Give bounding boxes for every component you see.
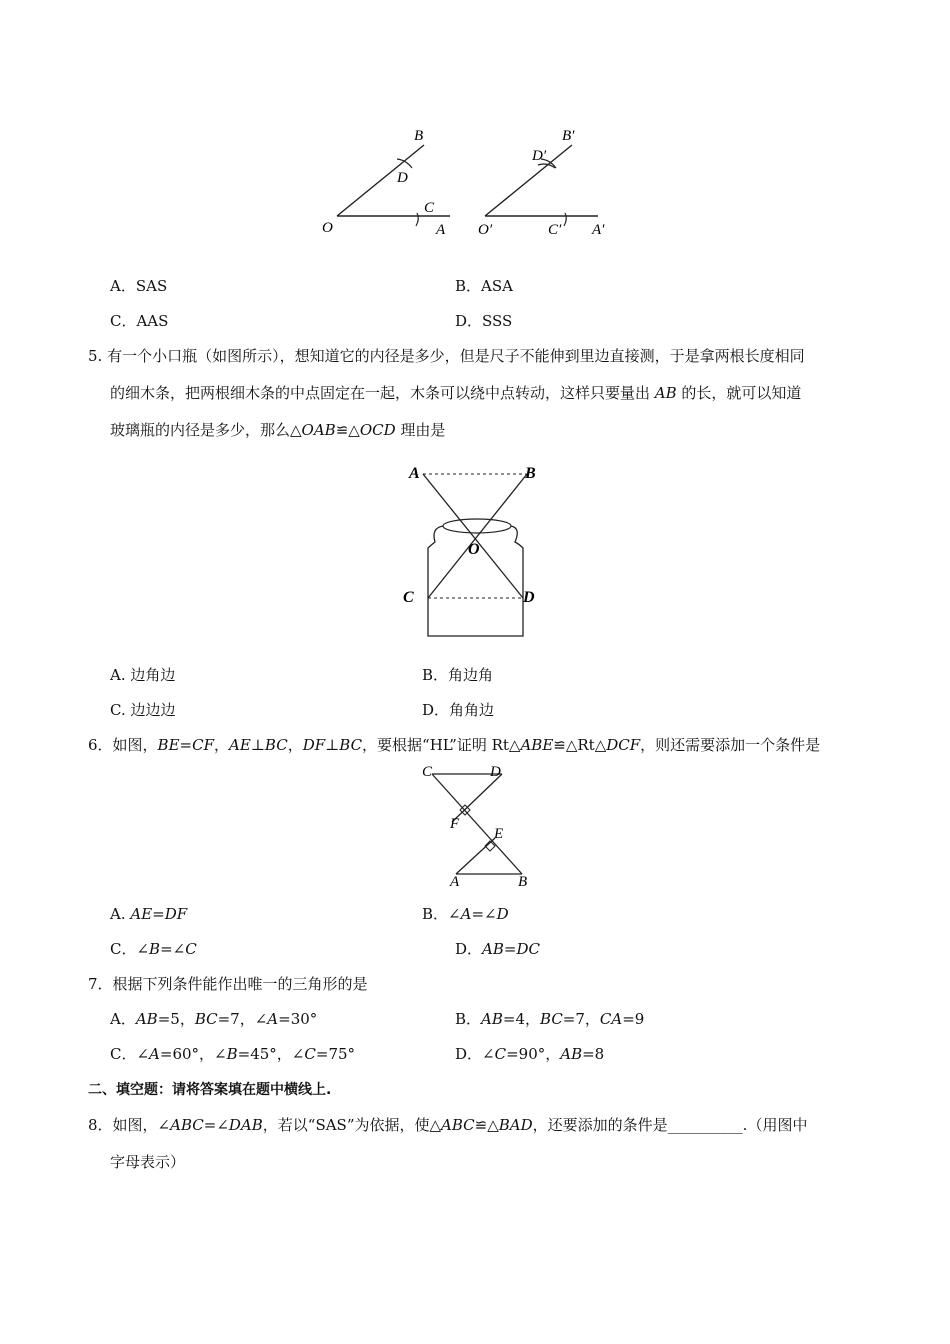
q6-text: ≌△Rt△: [553, 736, 607, 754]
triangles-figure: [422, 762, 540, 890]
q8-var: BAD: [498, 1116, 533, 1134]
q6-option-c: [110, 939, 197, 959]
q8-text: ，还要添加的条件是__________.（用图中: [532, 1116, 808, 1134]
q4-option-b: B．ASA: [455, 277, 513, 295]
label-B: B: [414, 128, 424, 144]
q5-option-c: C. 边边边: [110, 701, 176, 719]
q5-text: 的细木条，把两根细木条的中点固定在一起，木条可以绕中点转动，这样只要量出: [110, 384, 655, 402]
label-B: B: [518, 874, 528, 890]
q8-stem: [88, 1115, 807, 1135]
q6-option-text: D．: [455, 940, 483, 958]
q5-text: 的长，就可以知道: [676, 384, 802, 402]
q6-var: BC: [264, 736, 288, 754]
q6-text: ，则还需要添加一个条件是: [640, 736, 821, 754]
q8-text: 8．如图，∠: [88, 1116, 171, 1134]
q8-var: ABC: [170, 1116, 204, 1134]
q5-line-3: [110, 420, 445, 440]
q7-var: BC: [194, 1010, 218, 1028]
q6-text: ，要根据“HL”证明 Rt△: [362, 736, 521, 754]
q5-var: OCD: [359, 421, 396, 439]
label-D: D: [490, 764, 501, 780]
q6-option-text: C．∠: [110, 940, 150, 958]
q6-text: 6．如图，: [88, 736, 158, 754]
q7-var: AB: [560, 1045, 583, 1063]
label-B: B: [525, 465, 536, 482]
bottle-figure: [395, 458, 555, 640]
q7-text: A．: [110, 1010, 136, 1028]
q6-option-a: [110, 904, 187, 924]
q7-text: D．∠: [455, 1045, 495, 1063]
q5-var: OAB: [301, 421, 336, 439]
q7-stem: 7．根据下列条件能作出唯一的三角形的是: [88, 975, 368, 993]
q7-var: A: [149, 1045, 160, 1063]
section-heading: 二、填空题：请将答案填在题中横线上.: [88, 1082, 332, 1098]
q7-text: =60°，∠: [159, 1045, 227, 1063]
q5-option-b: B．角边角: [422, 666, 494, 684]
label-O: O: [468, 541, 480, 558]
label-C-prime: C′: [548, 222, 562, 238]
q7-text: =75°: [315, 1045, 356, 1063]
q6-option-b: [422, 904, 509, 924]
label-O: O: [322, 220, 333, 236]
q7-text: B．: [455, 1010, 482, 1028]
label-D: D: [523, 589, 535, 606]
q7-text: =7，∠: [217, 1010, 268, 1028]
q6-option-var: AB=DC: [482, 940, 540, 958]
q6-text: =: [179, 736, 193, 754]
label-A: A: [436, 222, 446, 238]
q6-option-text: =∠: [471, 905, 497, 923]
q7-text: =30°: [278, 1010, 318, 1028]
q6-var: AE: [229, 736, 251, 754]
q7-text: =9: [622, 1010, 645, 1028]
label-F: F: [450, 816, 460, 832]
q6-text: ，: [287, 736, 303, 754]
label-C: C: [403, 589, 414, 606]
q5-var: AB: [654, 384, 677, 402]
q8-text: ≌△: [474, 1116, 499, 1134]
q7-var: CA: [599, 1010, 623, 1028]
q7-var: AB: [135, 1010, 158, 1028]
q5-text: 理由是: [395, 421, 446, 439]
q6-text: ⊥: [250, 736, 265, 754]
label-A-prime: A′: [592, 222, 605, 238]
q6-option-text: =∠: [160, 940, 186, 958]
q8-text: ，若以“SAS”为依据，使△: [262, 1116, 442, 1134]
q5-option-a: A. 边角边: [110, 666, 176, 684]
q8-text: =∠: [203, 1116, 229, 1134]
q8-var: ABC: [441, 1116, 475, 1134]
q7-text: =5，: [157, 1010, 195, 1028]
q6-option-text: A.: [110, 905, 131, 923]
q6-option-d: [455, 939, 540, 959]
q8-var: DAB: [228, 1116, 263, 1134]
q7-var: BC: [540, 1010, 563, 1028]
q6-option-var: AE=DF: [130, 905, 188, 923]
label-B-prime: B′: [562, 128, 575, 144]
q6-text: ，: [214, 736, 230, 754]
q6-option-var: A: [460, 905, 472, 923]
q7-var: A: [267, 1010, 279, 1028]
q7-text: =45°，∠: [237, 1045, 305, 1063]
label-O-prime: O′: [478, 222, 493, 238]
q5-line-1: 5. 有一个小口瓶（如图所示），想知道它的内径是多少，但是尺子不能伸到里边直接测，于是拿两根长度相同: [88, 347, 805, 365]
q7-text: =90°，: [506, 1045, 561, 1063]
q6-option-var: D: [496, 905, 509, 923]
q6-var: BE: [157, 736, 180, 754]
q7-var: B: [226, 1045, 238, 1063]
label-D-prime: D′: [532, 148, 547, 164]
q6-var: ABE: [520, 736, 554, 754]
q7-var: C: [494, 1045, 507, 1063]
q7-option-c: [110, 1044, 355, 1064]
label-C: C: [422, 764, 433, 780]
label-D: D: [397, 170, 408, 186]
q7-option-a: [110, 1009, 317, 1029]
q6-var: DCF: [606, 736, 641, 754]
q6-text: ⊥: [325, 736, 340, 754]
q7-option-b: [455, 1009, 644, 1029]
q8-line-2: 字母表示）: [110, 1153, 186, 1171]
q7-var: AB: [481, 1010, 503, 1028]
angle-construction-figure: [300, 118, 630, 248]
q4-option-c: C．AAS: [110, 312, 169, 330]
label-A: A: [450, 874, 460, 890]
q7-text: =8: [582, 1045, 605, 1063]
q5-text: ≌△: [335, 421, 360, 439]
q4-option-d: D．SSS: [455, 312, 513, 330]
label-A: A: [409, 465, 420, 482]
q6-var: CF: [192, 736, 214, 754]
q7-var: C: [304, 1045, 316, 1063]
q5-text: 玻璃瓶的内径是多少，那么△: [110, 421, 302, 439]
q6-var: BC: [339, 736, 363, 754]
q6-option-var: C: [185, 940, 197, 958]
q6-option-text: B．∠: [422, 905, 461, 923]
q6-var: DF: [302, 736, 326, 754]
label-C: C: [424, 200, 435, 216]
q5-line-2: [110, 383, 801, 403]
q6-stem: [88, 735, 820, 755]
label-E: E: [494, 826, 504, 842]
q7-text: C．∠: [110, 1045, 150, 1063]
q6-option-var: B: [149, 940, 161, 958]
q7-text: =7，: [562, 1010, 600, 1028]
q7-text: =4，: [502, 1010, 541, 1028]
q4-option-a: A．SAS: [110, 277, 168, 295]
q5-option-d: D．角角边: [422, 701, 495, 719]
q7-option-d: [455, 1044, 604, 1064]
